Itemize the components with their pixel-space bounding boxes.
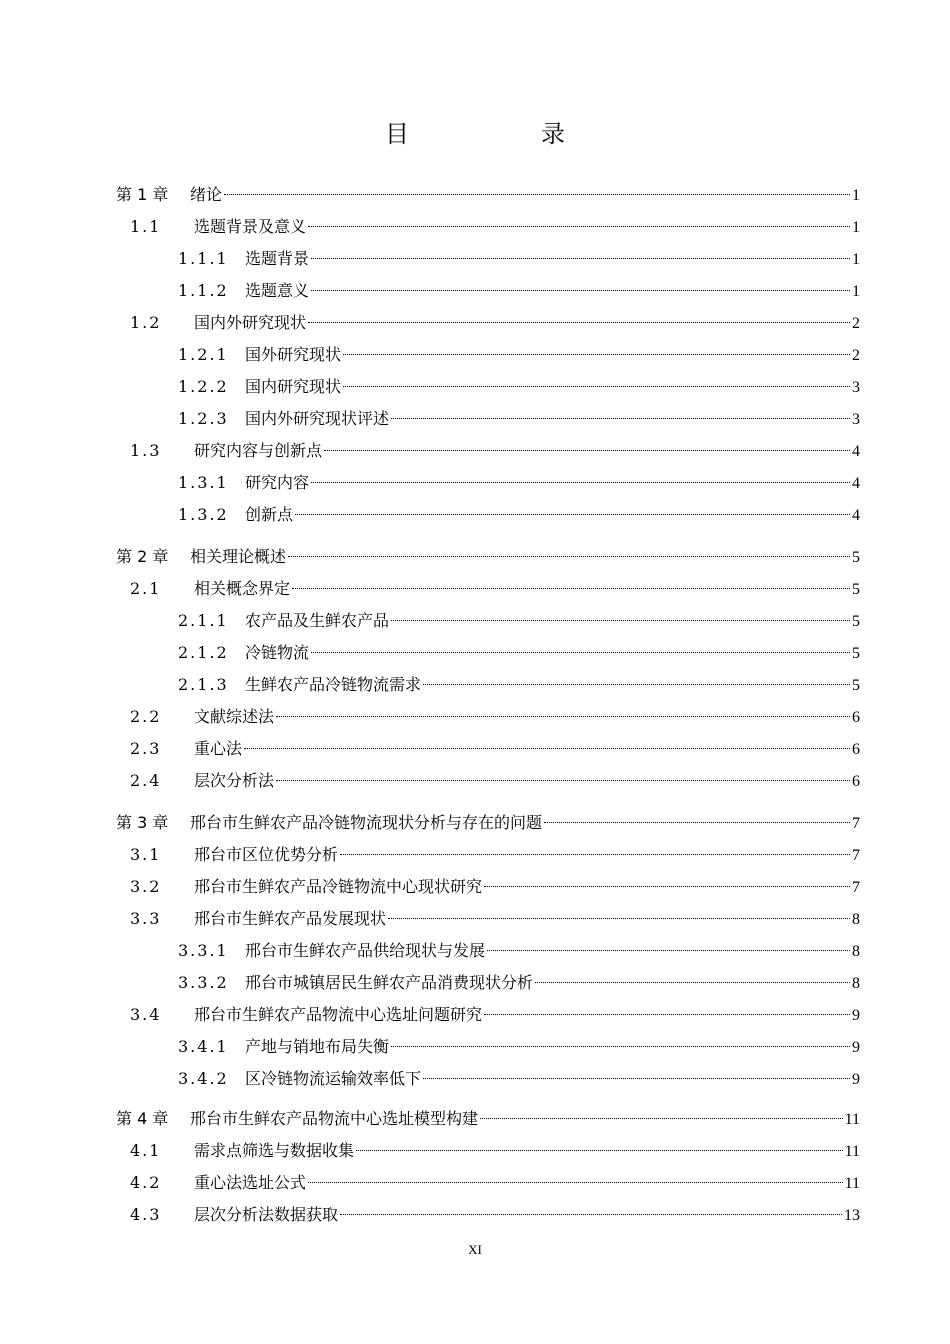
toc-dot-leader [535, 982, 850, 983]
toc-entry-page: 7 [852, 847, 860, 864]
toc-dot-leader [343, 354, 850, 355]
toc-dot-leader [295, 514, 850, 515]
toc-entry-number: 4.1 [130, 1141, 162, 1160]
toc-dot-leader [391, 418, 850, 419]
toc-entry-page: 7 [852, 815, 860, 832]
toc-entry[interactable] [178, 406, 860, 432]
toc-entry[interactable] [178, 608, 860, 634]
toc-entry-number: 3.4 [130, 1005, 162, 1024]
toc-entry-number: 4.3 [130, 1205, 162, 1224]
toc-entry-number: 3.3.2 [178, 973, 229, 992]
toc-entry-title: 邢台市生鲜农产品发展现状 [194, 909, 387, 928]
toc-entry-page: 3 [852, 411, 860, 428]
toc-entry-title: 国外研究现状 [245, 345, 342, 364]
toc-entry-number: 第 2 章 [116, 547, 169, 566]
toc-dot-leader [423, 684, 850, 685]
toc-entry-page: 5 [852, 549, 860, 566]
toc-dot-leader [340, 854, 850, 855]
toc-entry-number: 第 1 章 [116, 185, 169, 204]
toc-entry-page: 4 [852, 443, 860, 460]
toc-entry-number: 1.2.3 [178, 409, 229, 428]
toc-entry[interactable] [130, 1170, 860, 1196]
toc-entry-page: 7 [852, 879, 860, 896]
toc-entry-number: 1.3 [130, 441, 162, 460]
toc-entry-title: 相关概念界定 [194, 579, 291, 598]
toc-entry-page: 13 [844, 1207, 860, 1224]
toc-entry-page: 11 [844, 1111, 860, 1128]
toc-entry-title: 邢台市城镇居民生鲜农产品消费现状分析 [245, 973, 534, 992]
toc-entry-page: 5 [852, 645, 860, 662]
toc-entry-number: 3.3.1 [178, 941, 229, 960]
toc-entry[interactable] [116, 1106, 860, 1132]
page-number: XI [468, 1242, 482, 1257]
toc-dot-leader [356, 1150, 843, 1151]
toc-entry-page: 2 [852, 315, 860, 332]
toc-entry-title: 研究内容与创新点 [194, 441, 323, 460]
toc-entry-page: 8 [852, 975, 860, 992]
toc-dot-leader [487, 950, 850, 951]
toc-entry-title: 邢台市生鲜农产品物流中心选址问题研究 [194, 1005, 483, 1024]
toc-entry-title: 选题背景 [245, 249, 310, 268]
toc-entry[interactable] [178, 640, 860, 666]
toc-entry[interactable] [130, 842, 860, 868]
toc-entry[interactable] [178, 1066, 860, 1092]
toc-entry[interactable] [130, 906, 860, 932]
toc-dot-leader [244, 748, 850, 749]
toc-entry-number: 2.1.3 [178, 675, 229, 694]
toc-dot-leader [544, 822, 850, 823]
toc-entry-page: 1 [852, 219, 860, 236]
toc-entry-page: 4 [852, 507, 860, 524]
toc-entry-title: 选题意义 [245, 281, 310, 300]
toc-entry-title: 农产品及生鲜农产品 [245, 611, 390, 630]
toc-dot-leader [288, 556, 850, 557]
toc-dot-leader [311, 258, 850, 259]
toc-entry-title: 产地与销地布局失衡 [245, 1037, 390, 1056]
toc-entry-number: 2.2 [130, 707, 162, 726]
toc-entry[interactable] [130, 1138, 860, 1164]
toc-dot-leader [423, 1078, 850, 1079]
toc-dot-leader [308, 226, 850, 227]
toc-entry-title: 邢台市区位优势分析 [194, 845, 339, 864]
toc-entry-title: 相关理论概述 [190, 547, 287, 566]
toc-entry-number: 1.1 [130, 217, 162, 236]
toc-entry-title: 邢台市生鲜农产品冷链物流中心现状研究 [194, 877, 483, 896]
toc-entry[interactable] [178, 502, 860, 528]
toc-dot-leader [391, 1046, 850, 1047]
toc-entry-title: 选题背景及意义 [194, 217, 307, 236]
toc-entry-number: 2.1.2 [178, 643, 229, 662]
toc-dot-leader [224, 194, 850, 195]
toc-entry-page: 1 [852, 251, 860, 268]
toc-entry-number: 1.1.2 [178, 281, 229, 300]
toc-dot-leader [484, 1014, 850, 1015]
toc-entry[interactable] [116, 810, 860, 836]
toc-entry-page: 6 [852, 741, 860, 758]
toc-entry-title: 邢台市生鲜农产品冷链物流现状分析与存在的问题 [190, 813, 543, 832]
toc-dot-leader [292, 588, 850, 589]
toc-entry-title: 绪论 [190, 185, 223, 204]
toc-entry[interactable] [130, 768, 860, 794]
toc-entry-page: 6 [852, 709, 860, 726]
toc-dot-leader [308, 322, 850, 323]
toc-entry-title: 重心法选址公式 [194, 1173, 307, 1192]
toc-dot-leader [343, 386, 850, 387]
toc-entry-title: 重心法 [194, 739, 243, 758]
toc-entry-title: 区冷链物流运输效率低下 [245, 1069, 422, 1088]
toc-entry-page: 11 [844, 1175, 860, 1192]
toc-entry[interactable] [130, 736, 860, 762]
toc-dot-leader [311, 482, 850, 483]
toc-entry-number: 3.2 [130, 877, 162, 896]
toc-entry-title: 研究内容 [245, 473, 310, 492]
toc-entry-title: 冷链物流 [245, 643, 310, 662]
toc-entry-page: 8 [852, 911, 860, 928]
toc-entry-number: 1.3.2 [178, 505, 229, 524]
toc-entry-title: 层次分析法数据获取 [194, 1205, 339, 1224]
toc-entry-page: 11 [844, 1143, 860, 1160]
toc-entry-number: 第 4 章 [116, 1109, 169, 1128]
toc-entry[interactable] [178, 1034, 860, 1060]
toc-entry[interactable] [116, 182, 860, 208]
toc-entry-title: 需求点筛选与数据收集 [194, 1141, 355, 1160]
toc-entry-title: 生鲜农产品冷链物流需求 [245, 675, 422, 694]
toc-entry-number: 1.2 [130, 313, 162, 332]
toc-entry-title: 邢台市生鲜农产品供给现状与发展 [245, 941, 486, 960]
toc-entry-page: 4 [852, 475, 860, 492]
toc-entry-number: 1.2.1 [178, 345, 229, 364]
toc-dot-leader [311, 290, 850, 291]
toc-entry[interactable] [178, 970, 860, 996]
toc-dot-leader [276, 716, 850, 717]
toc-entry-title: 邢台市生鲜农产品物流中心选址模型构建 [190, 1109, 479, 1128]
toc-entry[interactable] [178, 278, 860, 304]
toc-entry-page: 5 [852, 677, 860, 694]
toc-entry-number: 2.4 [130, 771, 162, 790]
toc-entry-page: 9 [852, 1007, 860, 1024]
toc-entry-page: 9 [852, 1071, 860, 1088]
toc-entry[interactable] [130, 1002, 860, 1028]
toc-entry-page: 1 [852, 283, 860, 300]
toc-entry-title: 国内外研究现状评述 [245, 409, 390, 428]
toc-entry[interactable] [178, 342, 860, 368]
toc-entry[interactable] [130, 1202, 860, 1228]
toc-entry[interactable] [178, 246, 860, 272]
toc-entry[interactable] [178, 672, 860, 698]
toc-entry-number: 3.4.2 [178, 1069, 229, 1088]
toc-entry[interactable] [116, 544, 860, 570]
toc-entry[interactable] [130, 214, 860, 240]
toc-entry-number: 1.2.2 [178, 377, 229, 396]
toc-dot-leader [480, 1118, 843, 1119]
toc-dot-leader [391, 620, 850, 621]
toc-entry-page: 6 [852, 773, 860, 790]
toc-entry[interactable] [130, 310, 860, 336]
toc-entry-number: 1.3.1 [178, 473, 229, 492]
toc-entry-title: 层次分析法 [194, 771, 275, 790]
toc-entry[interactable] [178, 938, 860, 964]
toc-dot-leader [484, 886, 850, 887]
toc-entry-page: 8 [852, 943, 860, 960]
toc-dot-leader [388, 918, 850, 919]
toc-entry-number: 2.1.1 [178, 611, 229, 630]
toc-entry-number: 3.3 [130, 909, 162, 928]
toc-entry[interactable] [130, 438, 860, 464]
toc-entry[interactable] [130, 874, 860, 900]
toc-entry-number: 3.1 [130, 845, 162, 864]
toc-entry-number: 2.1 [130, 579, 162, 598]
toc-dot-leader [340, 1214, 842, 1215]
toc-entry-number: 2.3 [130, 739, 162, 758]
toc-entry-page: 5 [852, 613, 860, 630]
toc-dot-leader [311, 652, 850, 653]
toc-entry-title: 创新点 [245, 505, 294, 524]
toc-entry-title: 国内外研究现状 [194, 313, 307, 332]
toc-entry-page: 9 [852, 1039, 860, 1056]
toc-entry[interactable] [130, 576, 860, 602]
toc-entry-title: 国内研究现状 [245, 377, 342, 396]
page-title: 目 录 [385, 120, 619, 148]
toc-dot-leader [308, 1182, 843, 1183]
toc-entry-page: 3 [852, 379, 860, 396]
toc-entry[interactable] [178, 470, 860, 496]
toc-entry-page: 2 [852, 347, 860, 364]
toc-entry-number: 第 3 章 [116, 813, 169, 832]
toc-entry-number: 3.4.1 [178, 1037, 229, 1056]
toc-entry-page: 1 [852, 187, 860, 204]
toc-entry[interactable] [178, 374, 860, 400]
toc-entry-number: 1.1.1 [178, 249, 229, 268]
toc-dot-leader [324, 450, 850, 451]
toc-entry-number: 4.2 [130, 1173, 162, 1192]
toc-entry-title: 文献综述法 [194, 707, 275, 726]
toc-entry[interactable] [130, 704, 860, 730]
toc-dot-leader [276, 780, 850, 781]
toc-entry-page: 5 [852, 581, 860, 598]
